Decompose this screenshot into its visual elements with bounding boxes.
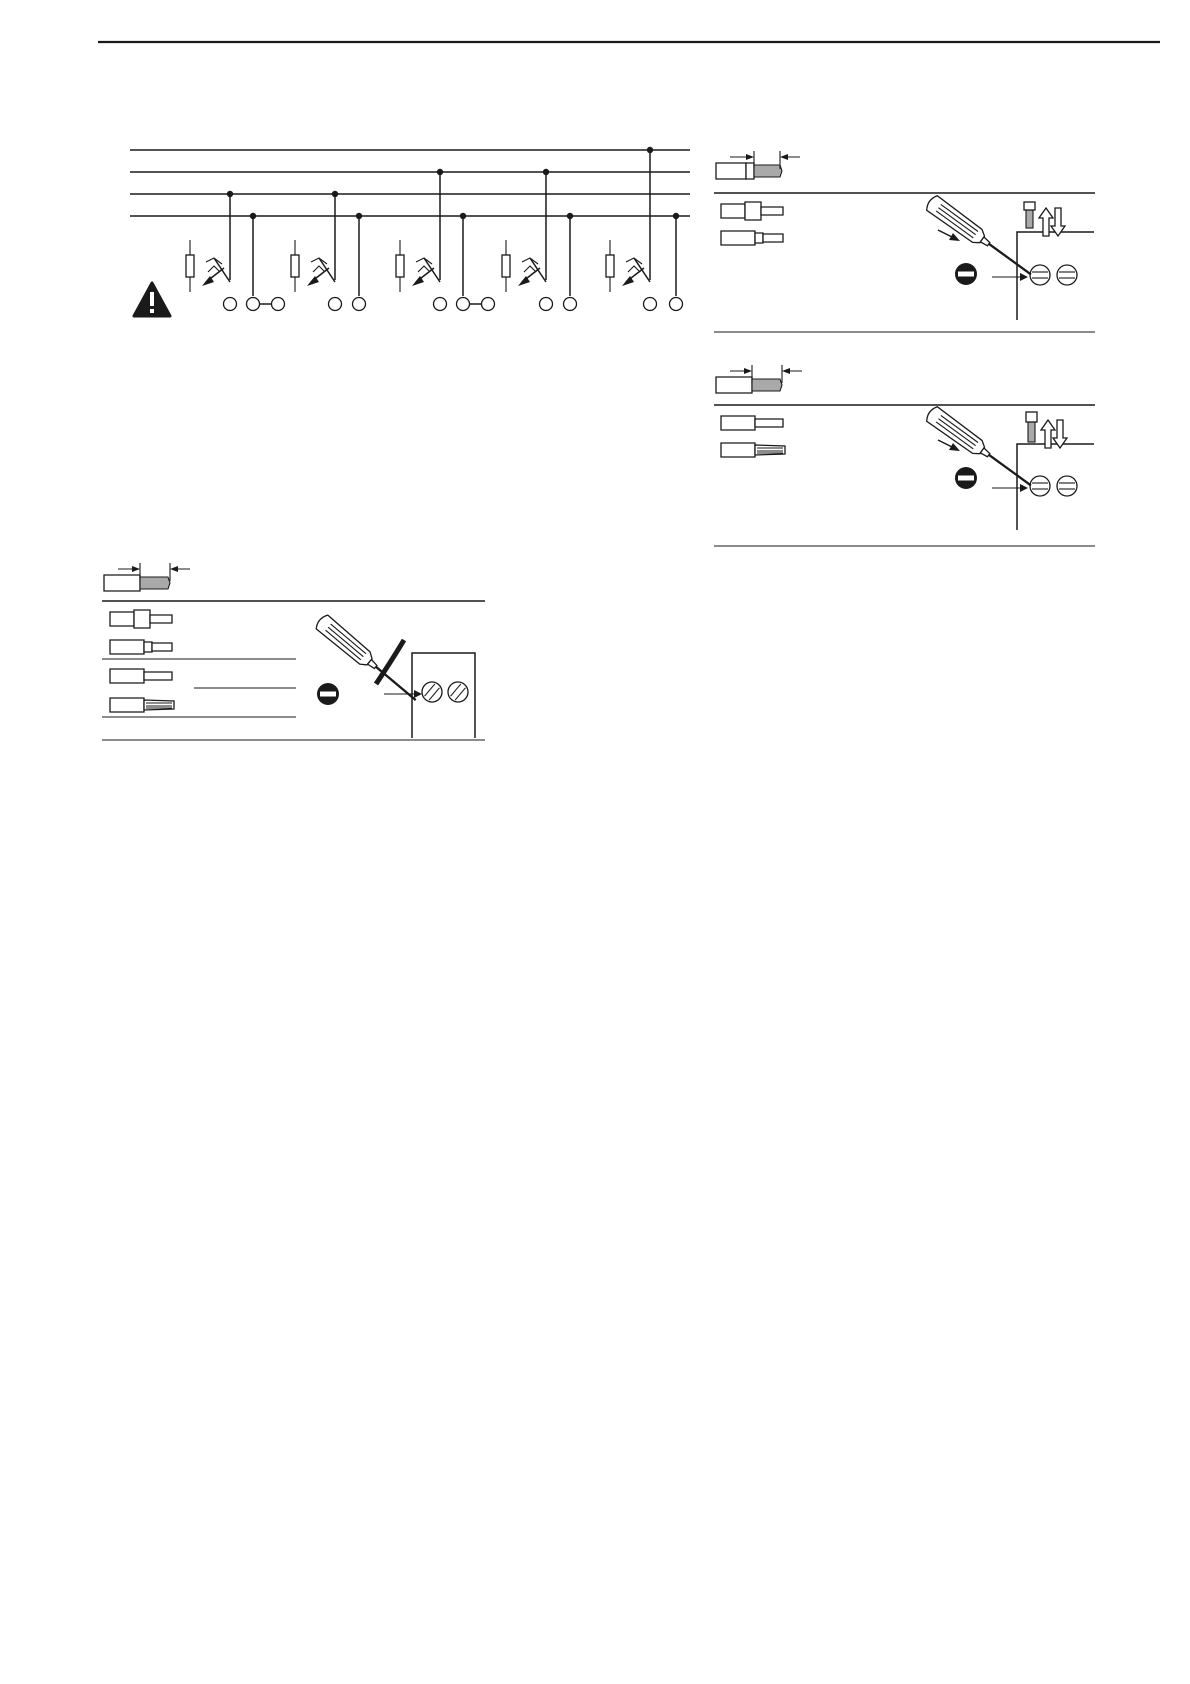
circuit-2 (291, 191, 366, 311)
plug-insert-remove-icon (1024, 202, 1065, 236)
wire-solid-icon (110, 669, 172, 683)
circuit-1 (186, 191, 285, 311)
slotted-screwdriver-symbol-icon (317, 683, 339, 705)
warning-triangle-icon (134, 283, 170, 316)
slotted-screwdriver-symbol-icon (955, 263, 977, 285)
panel-fixed-terminal (102, 563, 485, 740)
slotted-screwdriver-symbol-icon (955, 467, 977, 489)
circuit-3 (396, 169, 495, 311)
plug-insert-remove-icon (1026, 412, 1067, 448)
wiring-diagram (130, 147, 690, 316)
panel-pluggable-stranded (714, 365, 1095, 546)
wire-solid-icon (721, 416, 783, 430)
wire-ferrule-icon (110, 610, 172, 628)
bus-lines (130, 150, 690, 216)
wire-stranded-icon (110, 698, 174, 712)
screwdriver-icon (924, 405, 1036, 493)
terminal-block (992, 444, 1094, 530)
panel-pluggable-ferrule (714, 151, 1095, 332)
wire-stranded-icon (721, 443, 785, 457)
wire-ferrule-short-icon (110, 640, 172, 654)
wire-ferrule-short-icon (721, 231, 783, 245)
strip-length-gauge (716, 365, 802, 393)
strip-length-gauge (104, 563, 190, 591)
circuit-4 (502, 169, 577, 311)
strip-length-gauge (716, 151, 800, 179)
terminal-block (384, 653, 475, 738)
terminal-block (992, 232, 1094, 320)
screwdriver-icon (924, 194, 1036, 282)
wire-ferrule-icon (721, 202, 783, 220)
